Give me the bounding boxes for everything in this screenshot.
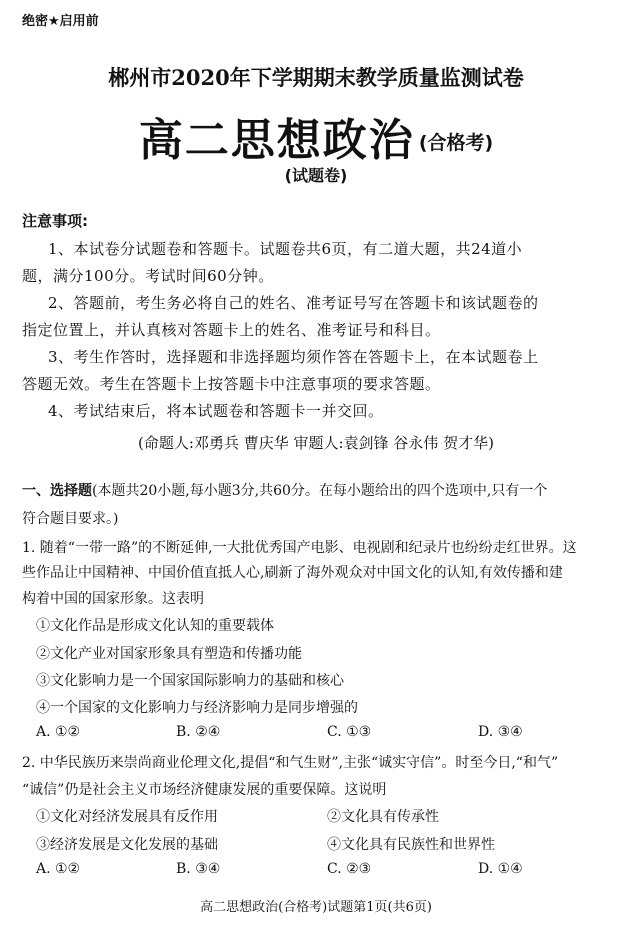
main-title-text: 高二思想政治 [138, 115, 415, 166]
page-footer: 高二思想政治(合格考)试题第1页(共6页) [200, 900, 432, 915]
question-authors: (命题人:邓勇兵 曹庆华 审题人:袁剑锋 谷永伟 贺才华) [138, 434, 494, 452]
notes-line-5: 3、考生作答时，选择题和非选择题均须作答在答题卡上，在本试题卷上 [48, 348, 539, 366]
school-title: 郴州市2020年下学期期末教学质量监测试卷 [108, 65, 524, 90]
section1-desc-line2: 符合题目要求。) [22, 511, 119, 527]
q2-stem-2: “诚信”仍是社会主义市场经济健康发展的重要保障。这说明 [22, 782, 387, 798]
q2-option-a: A. ①② [36, 861, 81, 877]
q1-item-2: ②文化产业对国家形象具有塑造和传播功能 [36, 646, 302, 662]
notes-title: 注意事项: [22, 212, 88, 230]
q2-stem-1: 2. 中华民族历来崇尚商业伦理文化,提倡“和气生财”,主张“诚实守信”。时至今日,“和气” [22, 755, 559, 771]
q2-item-3: ③经济发展是文化发展的基础 [36, 837, 218, 853]
q2-option-c: C. ②③ [327, 861, 372, 877]
q1-stem-1: 1. 随着“一带一路”的不断延伸,一大批优秀国产电影、电视剧和纪录片也纷纷走红世界。这 [22, 540, 577, 556]
secret-label: 绝密★启用前 [22, 14, 99, 29]
subtitle: (试题卷) [284, 166, 348, 185]
section1-desc: (本题共20小题,每小题3分,共60分。在每小题给出的四个选项中,只有一个 [92, 483, 548, 499]
notes-line-1: 1、本试卷分试题卷和答题卡。试题卷共6页，有二道大题，共24道小 [48, 240, 523, 258]
notes-line-4: 指定位置上，并认真核对答题卡上的姓名、准考证号和科目。 [22, 321, 441, 339]
q2-item-2: ②文化具有传承性 [327, 809, 439, 825]
q1-stem-3: 构着中国的国家形象。这表明 [22, 591, 204, 607]
notes-line-2: 题，满分100分。考试时间60分钟。 [22, 267, 274, 285]
q1-item-3: ③文化影响力是一个国家国际影响力的基础和核心 [36, 673, 344, 689]
q1-option-a: A. ①② [36, 724, 81, 740]
q1-option-b: B. ②④ [176, 724, 221, 740]
q2-item-1: ①文化对经济发展具有反作用 [36, 809, 218, 825]
section1-header [22, 480, 547, 500]
q2-option-d: D. ①④ [478, 861, 523, 877]
main-title-suffix: (合格考) [418, 132, 494, 154]
q2-item-4: ④文化具有民族性和世界性 [327, 837, 495, 853]
notes-line-3: 2、答题前，考生务必将自己的姓名、准考证号写在答题卡和该试题卷的 [48, 294, 539, 312]
notes-line-7: 4、考试结束后，将本试题卷和答题卡一并交回。 [48, 402, 384, 420]
notes-line-6: 答题无效。考生在答题卡上按答题卡中注意事项的要求答题。 [22, 375, 441, 393]
q1-stem-2: 些作品让中国精神、中国价值直抵人心,刷新了海外观众对中国文化的认知,有效传播和建 [22, 565, 563, 581]
q1-item-1: ①文化作品是形成文化认知的重要载体 [36, 618, 274, 634]
q1-option-d: D. ③④ [478, 724, 523, 740]
section1-title: 一、选择题 [22, 483, 92, 499]
q1-option-c: C. ①③ [327, 724, 372, 740]
q2-option-b: B. ③④ [176, 861, 221, 877]
main-title [0, 104, 632, 168]
q1-item-4: ④一个国家的文化影响力与经济影响力是同步增强的 [36, 700, 358, 716]
